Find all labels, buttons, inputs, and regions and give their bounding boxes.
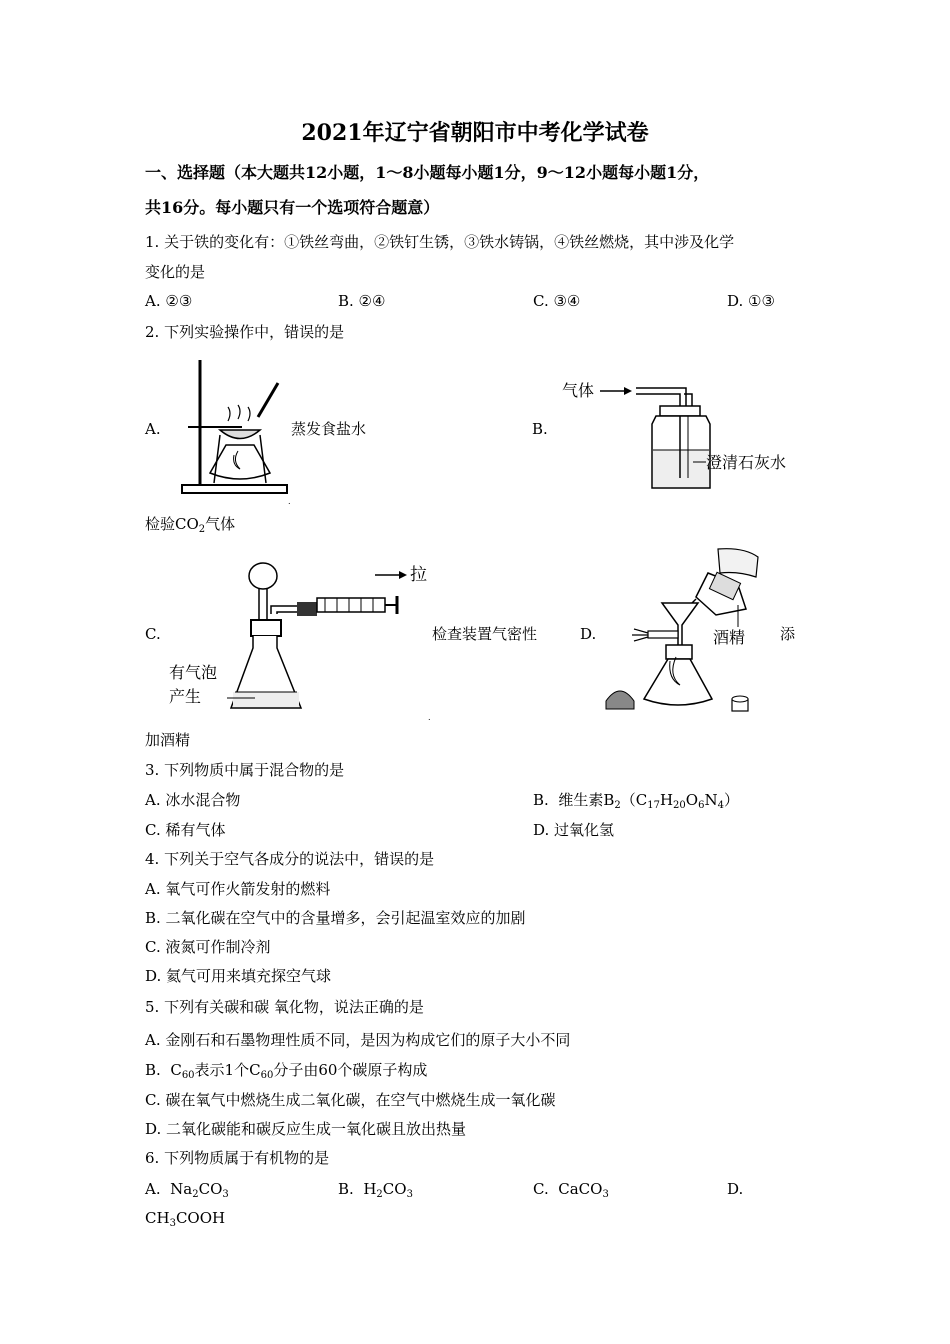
q1-option-a: A. ②③: [145, 292, 193, 310]
add-alcohol-lamp-figure: [598, 545, 773, 717]
q3-option-b: B. 维生素$B_2(C_{17}H_{20}O_6N_4)$: [533, 791, 739, 811]
q2-option-a-caption: 蒸发食盐水: [291, 420, 367, 438]
q4-option-d: D. 氦气可用来填充探空气球: [145, 967, 332, 985]
q5-stem: 5. 下列有关碳和碳 氧化物，说法正确的是: [145, 998, 424, 1016]
q4-stem: 4. 下列关于空气各成分的说法中，错误的是: [145, 850, 435, 868]
q2-option-d-caption-part1: 添: [780, 625, 796, 643]
q2-c-figure-pull-label: 拉: [410, 565, 427, 585]
q2-b-figure-gas-label: 气体: [562, 381, 595, 400]
q2-d-figure-alcohol-label: 酒精: [713, 628, 746, 647]
q2-c-figure-bubble-line1: 有气泡: [169, 663, 218, 682]
evaporation-apparatus-figure: [180, 355, 295, 500]
co2-test-bottle-figure: [560, 378, 800, 493]
q2-option-b-caption: 检验$CO_2$气体: [145, 515, 236, 535]
q4-option-c: C. 液氮可作制冷剂: [145, 938, 271, 956]
q4-option-a: A. 氧气可作火箭发射的燃料: [145, 880, 331, 898]
q4-option-b: B. 二氧化碳在空气中的含量增多，会引起温室效应的加剧: [145, 909, 526, 927]
q1-stem-line1: 1. 关于铁的变化有：①铁丝弯曲，②铁钉生锈，③铁水铸锅，④铁丝燃烧，其中涉及化学: [145, 233, 735, 251]
q3-option-a: A. 冰水混合物: [145, 791, 241, 809]
q2-option-c-label: C.: [145, 625, 161, 643]
section-heading-line1: 一、选择题（本大题共12小题，1～8小题每小题1分，9～12小题每小题1分，: [145, 163, 710, 182]
q2-option-c-caption: 检查装置气密性: [432, 625, 538, 643]
page-title: 2021年辽宁省朝阳市中考化学试卷: [301, 120, 649, 146]
q5-option-d: D. 二氧化碳能和碳反应生成一氧化碳且放出热量: [145, 1120, 467, 1138]
q2-b-figure-limewater-label: 澄清石灰水: [706, 453, 787, 472]
q2-option-d-label: D.: [580, 625, 597, 643]
q6-stem: 6. 下列物质属于有机物的是: [145, 1149, 330, 1167]
q1-option-c: C. ③④: [533, 292, 581, 310]
q5-option-c: C. 碳在氧气中燃烧生成二氧化碳，在空气中燃烧生成一氧化碳: [145, 1091, 556, 1109]
q1-option-d: D. ①③: [727, 292, 775, 310]
q3-option-c: C. 稀有气体: [145, 821, 226, 839]
q2-stem: 2. 下列实验操作中，错误的是: [145, 323, 345, 341]
q3-stem: 3. 下列物质中属于混合物的是: [145, 761, 345, 779]
section-heading-line2: 共16分。每小题只有一个选项符合题意）: [145, 198, 440, 217]
q5-option-b: B. $C_{60}$表示1个$C_{60}$分子由60个碳原子构成: [145, 1061, 428, 1081]
q6-option-b: B. $H_2CO_3$: [338, 1180, 413, 1200]
q6-option-c: C. CaCO$_3$: [533, 1180, 609, 1200]
q2-c-figure-bubble-line2: 产生: [169, 687, 202, 706]
q2-option-a-label: A.: [145, 420, 161, 438]
q2-option-d-caption-part2: 加酒精: [145, 731, 191, 749]
q2-option-b-label: B.: [532, 420, 548, 438]
q6-option-d: D.: [727, 1180, 744, 1198]
airtightness-check-figure: [165, 558, 430, 718]
q1-stem-line2: 变化的是: [145, 263, 206, 281]
q3-option-d: D. 过氧化氢: [533, 821, 615, 839]
q6-option-d-value: $CH_3COOH$: [145, 1209, 226, 1229]
q5-option-a: A. 金刚石和石墨物理性质不同，是因为构成它们的原子大小不同: [145, 1031, 571, 1049]
q1-option-b: B. ②④: [338, 292, 386, 310]
q6-option-a: A. $Na_2CO_3$: [145, 1180, 229, 1200]
